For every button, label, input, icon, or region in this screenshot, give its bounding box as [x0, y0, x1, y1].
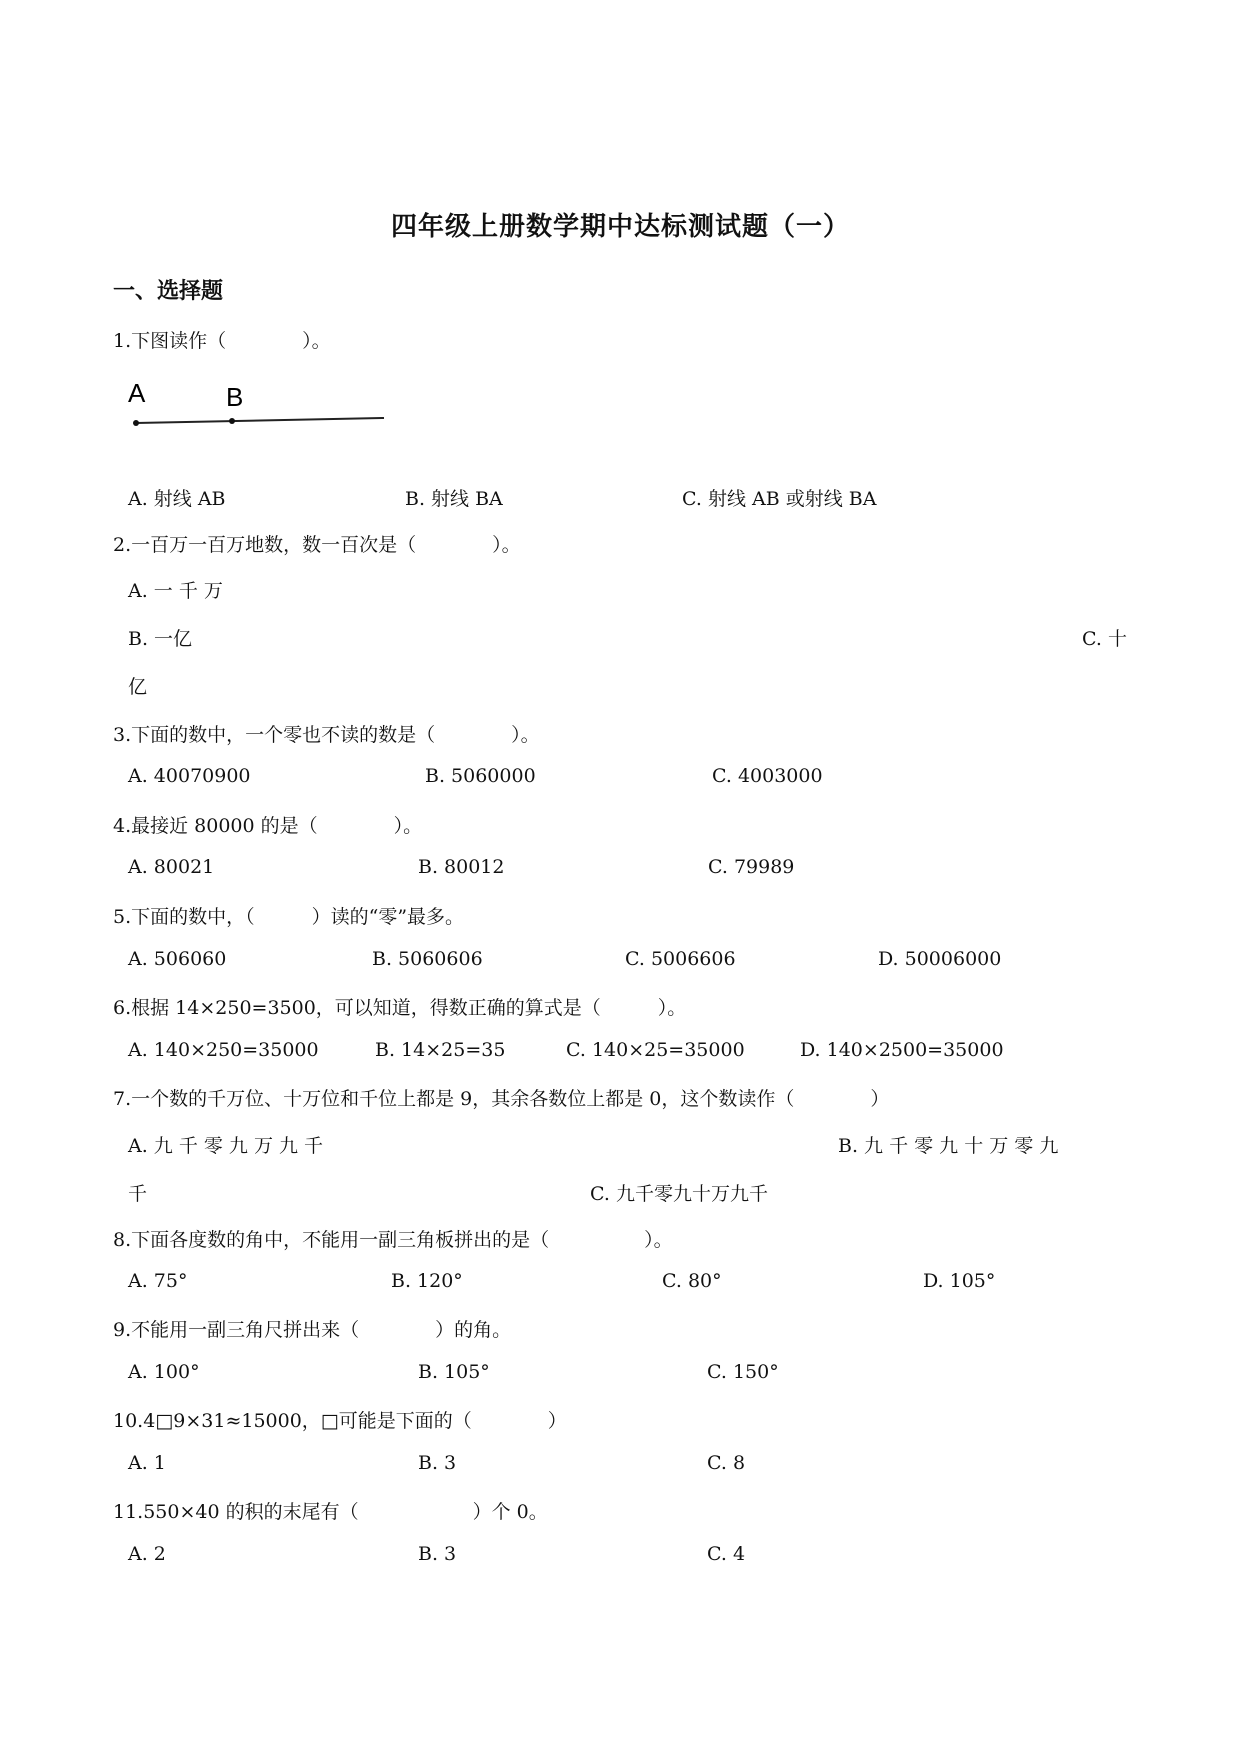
- q2-option-c-wrap: 亿: [128, 676, 148, 698]
- question-10: 10.4□9×31≈15000，□可能是下面的（ ）: [113, 1410, 567, 1432]
- q5-option-a: A. 506060: [128, 948, 227, 970]
- q5-option-c: C. 5006606: [625, 948, 736, 970]
- q5-option-b: B. 5060606: [372, 948, 483, 970]
- point-b: [229, 418, 235, 424]
- question-9: 9.不能用一副三角尺拼出来（ ）的角。: [113, 1319, 512, 1341]
- q8-option-d: D. 105°: [923, 1270, 996, 1292]
- q4-option-a: A. 80021: [128, 856, 215, 878]
- q6-option-d: D. 140×2500=35000: [800, 1039, 1004, 1061]
- q1-option-c: C. 射线 AB 或射线 BA: [682, 488, 877, 510]
- q1-option-a: A. 射线 AB: [128, 488, 226, 510]
- q8-option-a: A. 75°: [128, 1270, 188, 1292]
- question-8: 8.下面各度数的角中，不能用一副三角板拼出的是（ ）。: [113, 1229, 673, 1251]
- q11-option-c: C. 4: [707, 1543, 746, 1565]
- ray-figure: [120, 383, 400, 443]
- q11-option-b: B. 3: [418, 1543, 457, 1565]
- q6-option-a: A. 140×250=35000: [128, 1039, 319, 1061]
- q8-option-c: C. 80°: [662, 1270, 722, 1292]
- q11-option-a: A. 2: [128, 1543, 166, 1565]
- q2-option-b: B. 一亿: [128, 628, 193, 650]
- q3-option-c: C. 4003000: [712, 765, 823, 787]
- question-11: 11.550×40 的积的末尾有（ ）个 0。: [113, 1501, 548, 1523]
- q9-option-c: C. 150°: [707, 1361, 779, 1383]
- point-b-label: B: [226, 383, 244, 412]
- q10-option-b: B. 3: [418, 1452, 457, 1474]
- q8-option-b: B. 120°: [391, 1270, 463, 1292]
- question-3: 3.下面的数中，一个零也不读的数是（ ）。: [113, 724, 540, 746]
- q5-option-d: D. 50006000: [878, 948, 1002, 970]
- question-6: 6.根据 14×250=3500，可以知道，得数正确的算式是（ ）。: [113, 997, 687, 1019]
- q7-option-b: B. 九 千 零 九 十 万 零 九: [838, 1135, 1059, 1157]
- question-2: 2.一百万一百万地数，数一百次是（ ）。: [113, 534, 521, 556]
- q4-option-c: C. 79989: [708, 856, 795, 878]
- q6-option-b: B. 14×25=35: [375, 1039, 506, 1061]
- q3-option-a: A. 40070900: [128, 765, 251, 787]
- q10-option-a: A. 1: [128, 1452, 166, 1474]
- q2-option-a: A. 一 千 万: [128, 580, 223, 602]
- question-7: 7.一个数的千万位、十万位和千位上都是 9，其余各数位上都是 0，这个数读作（ ）: [113, 1088, 890, 1110]
- section-heading: 一、选择题: [113, 278, 224, 304]
- ray-line: [136, 418, 384, 423]
- q10-option-c: C. 8: [707, 1452, 746, 1474]
- q1-option-b: B. 射线 BA: [405, 488, 503, 510]
- q3-option-b: B. 5060000: [425, 765, 536, 787]
- q6-option-c: C. 140×25=35000: [566, 1039, 745, 1061]
- question-1: 1.下图读作（ ）。: [113, 330, 331, 352]
- q7-option-c: C. 九千零九十万九千: [590, 1183, 768, 1205]
- point-a-label: A: [128, 383, 146, 408]
- question-4: 4.最接近 80000 的是（ ）。: [113, 815, 423, 837]
- q9-option-b: B. 105°: [418, 1361, 490, 1383]
- page-title: 四年级上册数学期中达标测试题（一）: [390, 212, 850, 242]
- question-5: 5.下面的数中，（ ）读的“零”最多。: [113, 906, 465, 928]
- q9-option-a: A. 100°: [128, 1361, 200, 1383]
- q4-option-b: B. 80012: [418, 856, 505, 878]
- q2-option-c: C. 十: [1082, 628, 1127, 650]
- point-a: [133, 420, 139, 426]
- q7-option-b-wrap: 千: [128, 1183, 148, 1205]
- q7-option-a: A. 九 千 零 九 万 九 千: [128, 1135, 324, 1157]
